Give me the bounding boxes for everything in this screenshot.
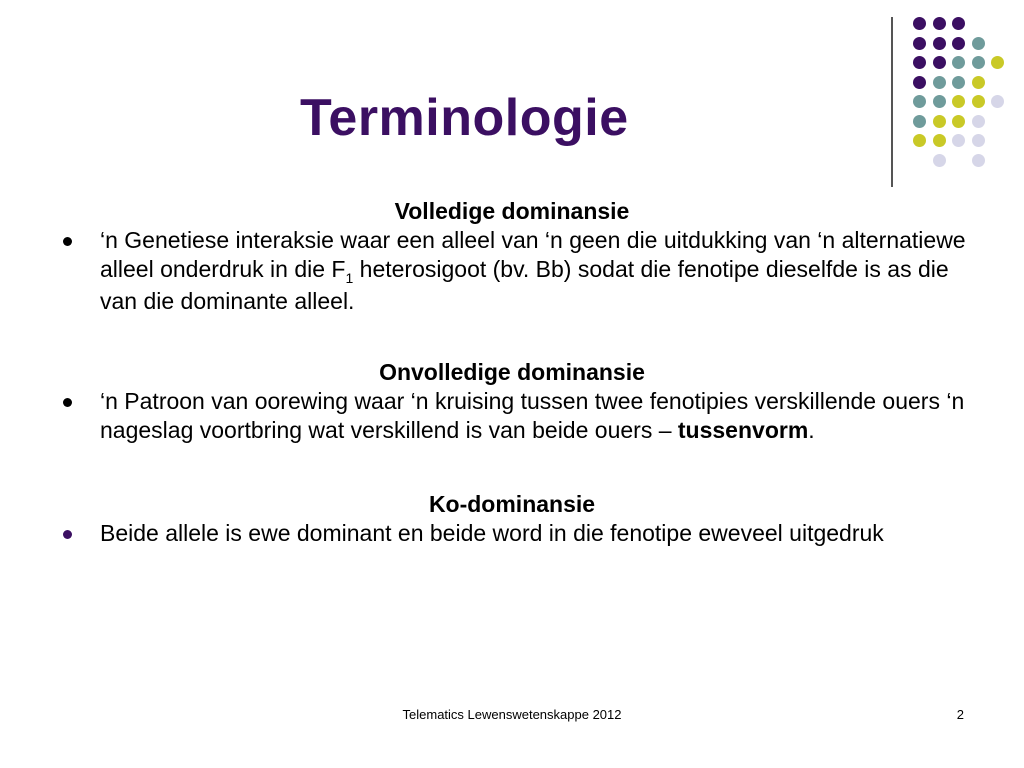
footer-text: Telematics Lewenswetenskappe 2012 <box>402 707 622 722</box>
decor-dot <box>952 37 965 50</box>
text-part: ‘n Genetiese interaksie waar een alleel van ‘n geen die uitdukking van ‘n alternatiewe alleel onderdruk in die F <box>100 227 966 282</box>
bullet-item-volledige <box>0 226 1024 316</box>
decor-dot <box>913 134 926 147</box>
decor-dot <box>933 76 946 89</box>
decor-dot <box>952 95 965 108</box>
decor-dot <box>913 56 926 69</box>
decor-dot <box>972 95 985 108</box>
text-part: Beide allele is ewe dominant en beide word in die fenotipe eweveel uitgedruk <box>100 520 884 546</box>
section-heading-ko: Ko-dominansie <box>428 491 596 517</box>
bullet-text <box>100 226 980 316</box>
decor-dot <box>933 134 946 147</box>
decor-dot <box>972 76 985 89</box>
bullet-text <box>100 387 980 445</box>
decor-dot <box>952 56 965 69</box>
decor-dot <box>952 115 965 128</box>
decor-dot <box>972 154 985 167</box>
bold-term: tussenvorm <box>677 417 809 443</box>
decor-dot <box>972 37 985 50</box>
title-divider-line <box>891 17 893 187</box>
decor-dot <box>913 115 926 128</box>
decor-dot <box>933 56 946 69</box>
page-number: 2 <box>956 707 964 722</box>
decor-dot <box>972 134 985 147</box>
subscript: 1 <box>345 270 354 286</box>
decor-dot <box>952 134 965 147</box>
decor-dot <box>913 95 926 108</box>
decor-dot <box>952 17 965 30</box>
decor-dot <box>933 37 946 50</box>
slide-body <box>0 196 1024 548</box>
decor-dot <box>933 154 946 167</box>
bullet-icon <box>63 398 72 407</box>
decor-dot <box>972 56 985 69</box>
bullet-text <box>100 519 980 548</box>
text-part: heterosigoot (bv. Bb) sodat die fenotipe dieselfde is as die van die dominante alleel. <box>100 256 949 314</box>
decor-dot <box>913 37 926 50</box>
decor-dot <box>991 95 1004 108</box>
decor-dot <box>933 17 946 30</box>
decor-dot <box>991 56 1004 69</box>
slide-title: Terminologie <box>300 89 629 147</box>
decor-dot <box>972 115 985 128</box>
bullet-item-ko <box>0 519 1024 548</box>
bullet-item-onvolledige <box>0 387 1024 445</box>
decor-dot <box>933 115 946 128</box>
decor-dot <box>952 76 965 89</box>
section-heading-onvolledige: Onvolledige dominansie <box>379 359 645 385</box>
bullet-icon <box>63 530 72 539</box>
bullet-icon <box>63 237 72 246</box>
decor-dot <box>933 95 946 108</box>
decor-dot <box>913 76 926 89</box>
section-heading-volledige: Volledige dominansie <box>394 198 630 224</box>
decor-dot <box>913 17 926 30</box>
text-part: . <box>808 417 815 443</box>
text-part: ‘n Patroon van oorewing waar ‘n kruising tussen twee fenotipies verskillende ouers ‘n nageslag voortbring wat verskillend is van beide ouers – <box>100 388 965 443</box>
